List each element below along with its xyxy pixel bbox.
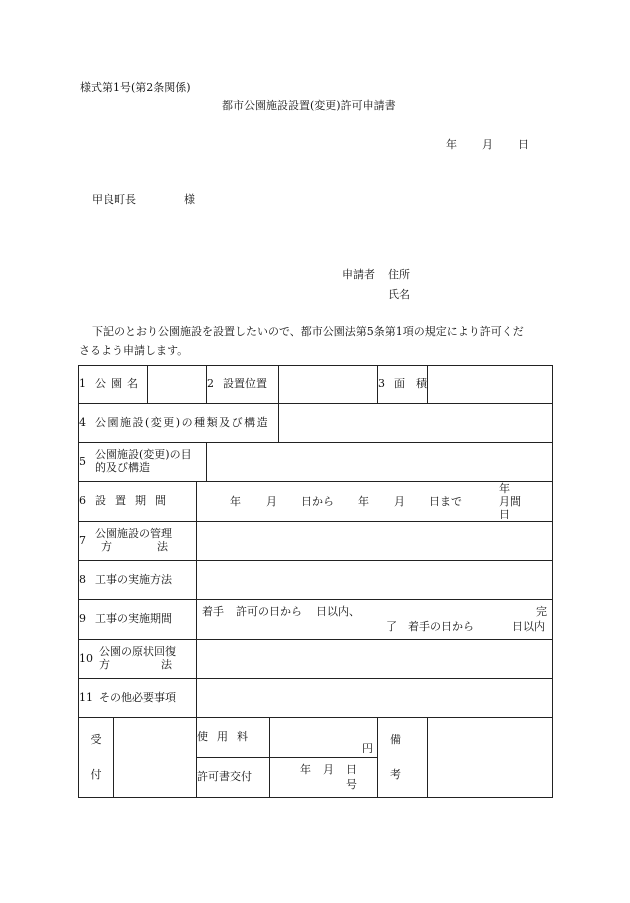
facility-type-label: 公園施設(変更)の種類及び構造 xyxy=(95,415,270,429)
period-end-month: 月 xyxy=(394,495,405,508)
reception-label-line1: 受 xyxy=(90,732,102,746)
date-day: 日 xyxy=(518,138,529,151)
fee-field[interactable] xyxy=(270,718,378,758)
row-management-method xyxy=(79,522,553,561)
addressee-name: 甲良町長 xyxy=(92,193,136,206)
location-label: 設置位置 xyxy=(223,377,267,391)
form-number: 様式第1号(第2条関係) xyxy=(80,81,191,94)
facility-purpose-label-line2: 的及び構造 xyxy=(95,461,150,474)
row-other-matters xyxy=(79,679,553,718)
other-matters-field[interactable] xyxy=(197,679,553,718)
location-field[interactable] xyxy=(279,366,378,404)
intro-line-1: 下記のとおり公園施設を設置したいので、都市公園法第5条第1項の規定により許可くだ xyxy=(92,325,524,338)
construction-complete: 完 xyxy=(536,605,547,618)
construction-complete-2: 了 xyxy=(386,620,397,633)
remarks-label-cell xyxy=(378,718,428,798)
date-month: 月 xyxy=(482,138,493,151)
permit-month: 月 xyxy=(323,763,334,776)
row-number: 1 xyxy=(79,377,86,391)
duration-year: 年 xyxy=(499,482,510,495)
row-park-info xyxy=(79,366,553,404)
row-installation-period xyxy=(79,482,553,522)
construction-within-2: 日以内 xyxy=(512,620,545,633)
construction-method-field[interactable] xyxy=(197,561,553,600)
construction-start: 着手 xyxy=(202,605,224,618)
management-field[interactable] xyxy=(197,522,553,561)
construction-complete-text: 着手の日から xyxy=(408,620,474,633)
other-matters-label-cell xyxy=(79,679,197,718)
construction-period-label: 工事の実施期間 xyxy=(95,612,172,626)
applicant-name-label: 氏名 xyxy=(388,288,410,301)
construction-method-label: 工事の実施方法 xyxy=(95,572,172,586)
construction-within-1: 日以内、 xyxy=(316,605,360,618)
reception-label-cell xyxy=(79,718,114,798)
area-label-cell xyxy=(378,366,428,404)
park-name-field[interactable] xyxy=(148,366,207,404)
row-number: 7 xyxy=(79,533,86,547)
permit-number: 号 xyxy=(346,778,357,791)
facility-purpose-field[interactable] xyxy=(207,443,553,482)
row-number: 5 xyxy=(79,454,86,468)
period-from: 日から xyxy=(301,495,334,508)
management-label-method-1: 方 xyxy=(101,540,112,553)
row-construction-period xyxy=(79,600,553,640)
reception-field[interactable] xyxy=(114,718,197,798)
area-label: 面 積 xyxy=(394,377,427,391)
period-field[interactable] xyxy=(197,482,553,522)
row-number: 3 xyxy=(378,377,385,391)
row-number: 4 xyxy=(79,415,86,429)
reception-label-line2: 付 xyxy=(90,767,102,781)
construction-period-label-cell xyxy=(79,600,197,640)
area-field[interactable] xyxy=(428,366,553,404)
application-form-table xyxy=(78,365,553,798)
date-year: 年 xyxy=(446,138,457,151)
construction-start-text: 許可の日から xyxy=(236,605,302,618)
row-number: 9 xyxy=(79,612,86,626)
row-number: 2 xyxy=(207,377,214,391)
management-label-line1: 公園施設の管理 xyxy=(95,527,172,541)
period-until: 日まで xyxy=(429,495,462,508)
remarks-label-line1: 備 xyxy=(390,732,401,746)
restoration-label-method-2: 法 xyxy=(161,658,172,671)
facility-type-label-cell xyxy=(79,404,279,443)
duration-day: 日 xyxy=(499,508,510,521)
applicant-address-label: 住所 xyxy=(388,268,410,281)
management-label-cell xyxy=(79,522,197,561)
period-end-year: 年 xyxy=(358,495,369,508)
yen-unit: 円 xyxy=(362,742,373,755)
period-label-cell xyxy=(79,482,197,522)
duration-month: 月間 xyxy=(499,495,521,508)
fee-label-cell xyxy=(197,718,270,758)
row-footer-fee xyxy=(79,718,553,758)
permit-label-cell xyxy=(197,758,270,798)
facility-purpose-label-line1: 公園施設(変更)の目 xyxy=(95,448,192,462)
period-label: 設置期間 xyxy=(95,494,175,508)
row-construction-method xyxy=(79,561,553,600)
location-label-cell xyxy=(207,366,279,404)
addressee-honorific: 様 xyxy=(184,193,195,206)
row-facility-purpose xyxy=(79,443,553,482)
document-title: 都市公園施設設置(変更)許可申請書 xyxy=(222,99,396,112)
row-number: 11 xyxy=(79,690,93,704)
facility-type-field[interactable] xyxy=(279,404,553,443)
row-number: 8 xyxy=(79,572,86,586)
remarks-label-line2: 考 xyxy=(390,767,401,781)
other-matters-label: その他必要事項 xyxy=(99,690,176,704)
permit-day: 日 xyxy=(346,763,357,776)
construction-period-field[interactable] xyxy=(197,600,553,640)
remarks-field[interactable] xyxy=(428,718,553,798)
restoration-label-cell xyxy=(79,640,197,679)
period-start-month: 月 xyxy=(266,495,277,508)
period-start-year: 年 xyxy=(230,495,241,508)
facility-purpose-label-cell xyxy=(79,443,207,482)
permit-label: 許可書交付 xyxy=(197,770,252,784)
fee-label: 使用料 xyxy=(197,730,257,744)
restoration-label-line1: 公園の原状回復 xyxy=(99,645,176,659)
row-number: 10 xyxy=(79,651,93,665)
park-name-label-cell xyxy=(79,366,148,404)
park-name-label: 公園名 xyxy=(95,377,143,391)
row-restoration-method xyxy=(79,640,553,679)
row-facility-type xyxy=(79,404,553,443)
applicant-label: 申請者 xyxy=(342,268,375,281)
restoration-field[interactable] xyxy=(197,640,553,679)
permit-year: 年 xyxy=(300,763,311,776)
permit-field[interactable] xyxy=(270,758,378,798)
management-label-method-2: 法 xyxy=(157,540,168,553)
intro-line-2: さるよう申請します。 xyxy=(79,344,189,357)
construction-method-label-cell xyxy=(79,561,197,600)
restoration-label-method-1: 方 xyxy=(99,658,110,671)
row-number: 6 xyxy=(79,494,86,508)
